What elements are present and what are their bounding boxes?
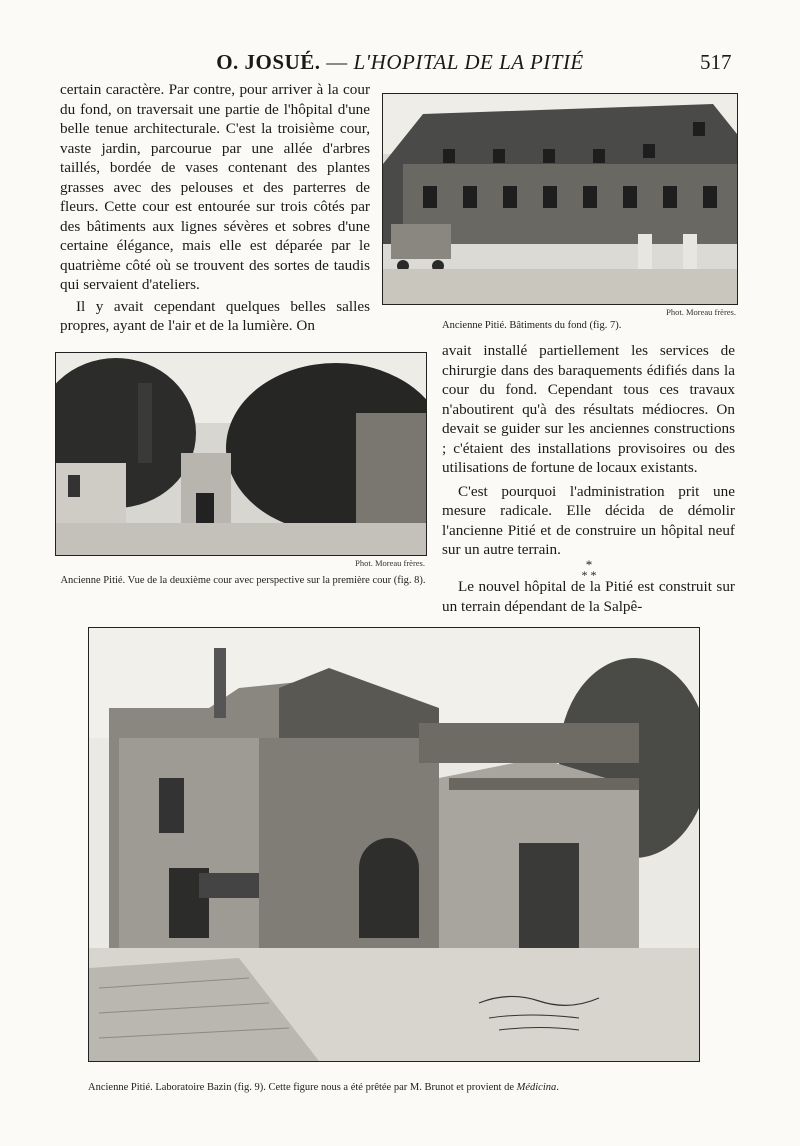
- figure-8-credit: Phot. Moreau frères.: [355, 558, 425, 568]
- figure-9-caption-text: Ancienne Pitié. Laboratoire Bazin (fig. 9). Cette figure nous a été prêtée par M. Brunot et provient de: [88, 1082, 517, 1093]
- figure-8-caption: Ancienne Pitié. Vue de la deuxième cour avec perspective sur la première cour (fig. 8).: [60, 575, 426, 586]
- running-header: [0, 50, 800, 80]
- figure-9-illustration: [88, 627, 700, 1062]
- left-column-text: [60, 80, 370, 336]
- paragraph: certain caractère. Par contre, pour arriver à la cour du fond, on traversait une partie de l'hôpital d'une belle tenue architecturale. C'est la troisième cour, vaste jardin, parcourue par une allée d'arbres taillés, bordée de vases contenant des plantes grasses avec des pelouses et des parterres de fleurs. Cette cour est entourée sur trois côtés par des bâtiments aux lignes sévères et sobres d'une certaine élégance, mais elle est déparée par le quatrième côté où se trouvent des sortes de taudis qui servaient d'ateliers.: [60, 81, 370, 293]
- figure-9-caption: [88, 1081, 728, 1094]
- figure-9-caption-end: .: [556, 1082, 559, 1093]
- paragraph: avait installé partiellement les services de chirurgie dans des baraquements édifiés dans la cour du fond. Cependant tous ces travaux n'aboutirent qu'à des résultats médiocres. On devait se guider sur les anciennes constructions ; c'étaient des installations provisoires ou des utilisations de fortune de locaux existants.: [442, 342, 735, 476]
- header-separator: —: [320, 50, 354, 74]
- paragraph: C'est pourquoi l'administration prit une mesure radicale. Elle décida de démolir l'ancienne Pitié et de construire un hôpital neuf sur un autre terrain.: [442, 482, 735, 558]
- paragraph: Il y avait cependant quelques belles salles propres, ayant de l'air et de la lumière. On: [60, 297, 370, 334]
- figure-8-photo: [55, 352, 427, 556]
- header-author: O. JOSUÉ.: [216, 50, 321, 74]
- paragraph: Le nouvel hôpital de la Pitié est construit sur un terrain dépendant de la Salpê-: [442, 578, 735, 615]
- page-number: 517: [700, 50, 732, 74]
- figure-7-photo: [382, 93, 738, 305]
- right-column-text: [442, 341, 735, 560]
- running-title: [190, 50, 610, 75]
- section-break: * * *: [581, 557, 597, 582]
- figure-9-caption-source: Médicina: [516, 1082, 557, 1093]
- figure-7-caption: Ancienne Pitié. Bâtiments du fond (fig. 7).: [442, 320, 622, 331]
- header-title: L'HOPITAL DE LA PITIÉ: [353, 50, 584, 74]
- right-column-tail: [442, 577, 735, 616]
- figure-7-credit: Phot. Moreau frères.: [666, 307, 736, 317]
